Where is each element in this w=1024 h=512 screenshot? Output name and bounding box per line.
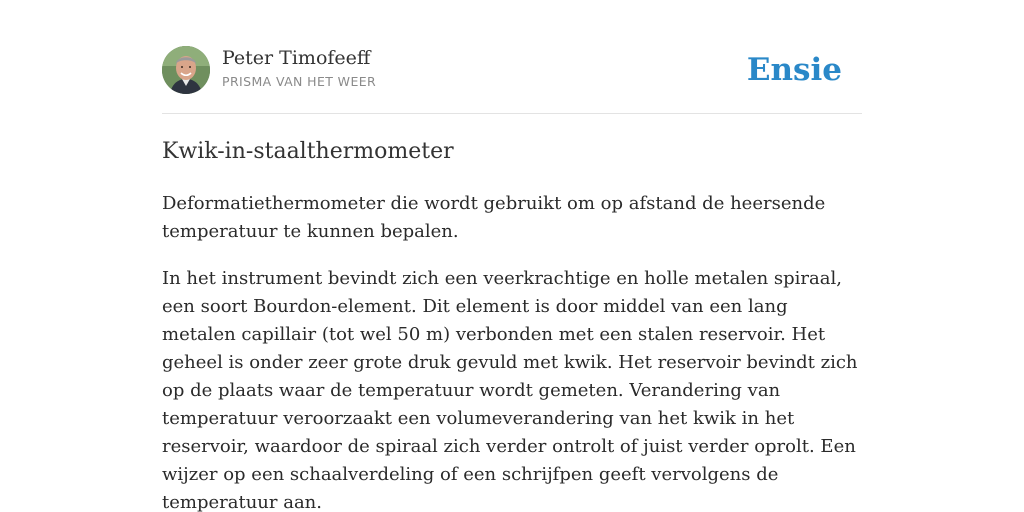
- header-divider: [162, 113, 862, 114]
- entry-paragraph: Deformatiethermometer die wordt gebruikt om op afstand de heersende temperatuur te kunnen bepalen.: [162, 193, 826, 242]
- author-name[interactable]: Peter Timofeeff: [222, 47, 371, 69]
- entry-body: [162, 190, 864, 512]
- author-source[interactable]: PRISMA VAN HET WEER: [222, 74, 377, 89]
- entry-paragraph: In het instrument bevindt zich een veerkrachtige en holle metalen spiraal, een soort Bourdon-element. Dit element is door middel van een lang metalen capillair (tot wel 50 m) verbonden met een stalen reservoir. Het geheel is onder zeer grote druk gevuld met kwik. Het reservoir bevindt zich op de plaats waar de temperatuur wordt gemeten. Verandering van temperatuur veroorzaakt een volumeverandering van het kwik in het reservoir, waardoor de spiraal zich verder ontrolt of juist verder oprolt. Een wijzer op een schaalverdeling of een schrijfpen geeft vervolgens de temperatuur aan.: [162, 268, 858, 512]
- author-avatar[interactable]: [162, 46, 210, 94]
- header: [162, 46, 862, 96]
- author-portrait-icon: [162, 46, 210, 94]
- brand-logo[interactable]: Ensie: [746, 52, 842, 88]
- entry-title: Kwik-in-staalthermometer: [162, 139, 454, 164]
